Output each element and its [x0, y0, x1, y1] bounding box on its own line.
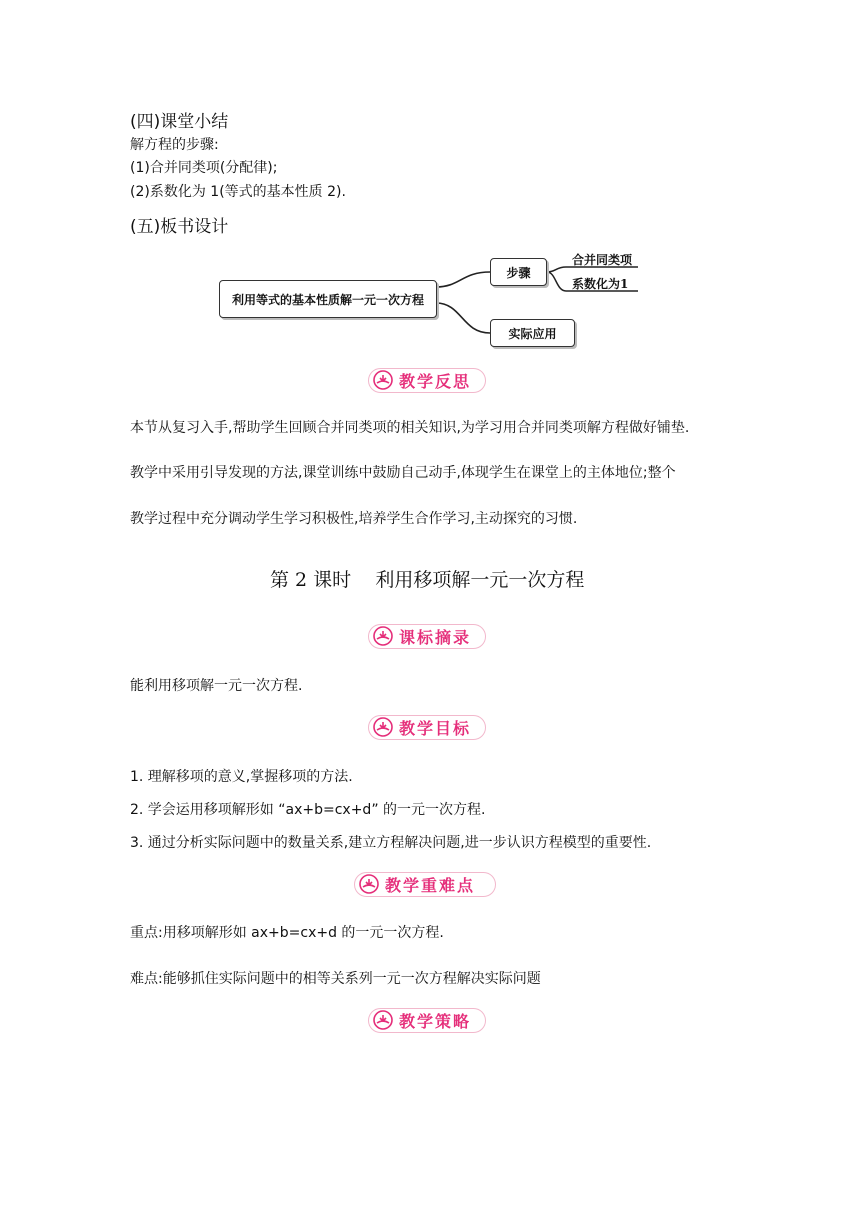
reflection-badge-label: 教学反思	[399, 372, 472, 391]
goal-item-1: 1. 理解移项的意义,掌握移项的方法.	[130, 769, 353, 785]
goal-item-2: 2. 学会运用移项解形如 “ax+b=cx+d” 的一元一次方程.	[130, 802, 486, 818]
badge-book-icon	[372, 717, 395, 738]
board-heading: (五)板书设计	[130, 217, 229, 237]
standard-badge	[368, 624, 486, 649]
lesson-title: 第 2 课时 利用移项解一元一次方程	[270, 569, 585, 591]
diagram-step-combine: 合并同类项	[572, 253, 633, 267]
goals-badge-label: 教学目标	[399, 719, 472, 738]
summary-step-2: (2)系数化为 1(等式的基本性质 2).	[130, 184, 346, 200]
goal-item-3: 3. 通过分析实际问题中的数量关系,建立方程解决问题,进一步认识方程模型的重要性.	[130, 835, 652, 851]
reflection-badge	[368, 368, 486, 393]
keypoint-key: 重点:用移项解形如 ax+b=cx+d 的一元一次方程.	[130, 925, 444, 941]
reflection-line-2: 教学中采用引导发现的方法,课堂训练中鼓励自己动手,体现学生在课堂上的主体地位;整个	[130, 465, 676, 481]
keypoints-badge	[354, 872, 496, 897]
diagram-steps-node: 步骤	[490, 258, 547, 286]
summary-step-1: (1)合并同类项(分配律);	[130, 160, 278, 176]
badge-book-icon	[372, 1010, 395, 1031]
strategy-badge	[368, 1008, 486, 1033]
diagram-main-node: 利用等式的基本性质解一元一次方程	[219, 280, 437, 318]
keypoints-badge-label: 教学重难点	[385, 876, 476, 895]
diagram-step-coefficient: 系数化为1	[572, 277, 629, 291]
goals-badge	[368, 715, 486, 740]
reflection-line-3: 教学过程中充分调动学生学习积极性,培养学生合作学习,主动探究的习惯.	[130, 511, 578, 527]
summary-intro: 解方程的步骤:	[130, 137, 219, 153]
keypoint-difficulty: 难点:能够抓住实际问题中的相等关系列一元一次方程解决实际问题	[130, 971, 541, 987]
strategy-badge-label: 教学策略	[399, 1012, 472, 1031]
standard-badge-label: 课标摘录	[399, 628, 472, 647]
badge-book-icon	[358, 874, 381, 895]
diagram-application-node: 实际应用	[490, 319, 575, 347]
badge-book-icon	[372, 370, 395, 391]
reflection-line-1: 本节从复习入手,帮助学生回顾合并同类项的相关知识,为学习用合并同类项解方程做好铺垫.	[130, 420, 690, 436]
summary-heading: (四)课堂小结	[130, 112, 229, 132]
badge-book-icon	[372, 626, 395, 647]
standard-text: 能利用移项解一元一次方程.	[130, 678, 303, 694]
